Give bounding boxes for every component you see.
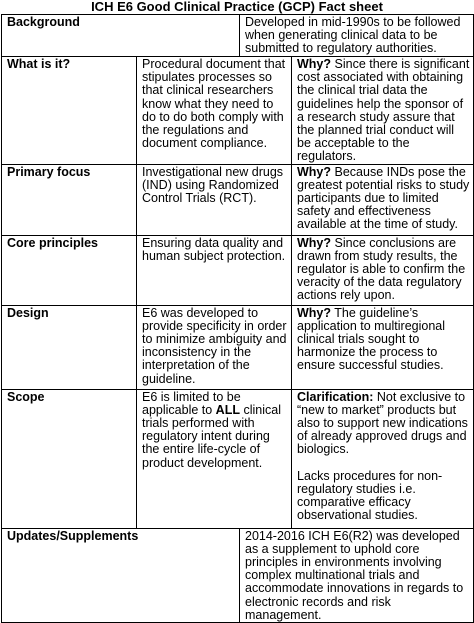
note-lead: Clarification: — [297, 389, 374, 404]
primary-focus-label: Primary focus — [2, 164, 137, 235]
note-lead: Why? — [297, 164, 332, 179]
what-is-it-description: Procedural document that stipulates processes so that clinical researchers know what they need to do to do both comply with the regulations and document compliance. — [137, 57, 292, 165]
core-principles-label: Core principles — [2, 235, 137, 305]
note-lead: Why? — [297, 305, 332, 320]
row-what-is-it — [2, 57, 474, 165]
primary-focus-description: Investigational new drugs (IND) using Randomized Control Trials (RCT). — [137, 164, 292, 235]
note-lead: Why? — [297, 57, 332, 71]
page-title: ICH E6 Good Clinical Practice (GCP) Fact sheet — [91, 0, 383, 14]
primary-focus-note — [292, 164, 474, 235]
design-description: E6 was developed to provide specificity in order to minimize ambiguity and inconsistency in the interpretation of the guideline. — [137, 305, 292, 389]
background-label: Background — [2, 15, 240, 57]
scope-note-para2: Lacks procedures for non-regulatory studies i.e. comparative efficacy observational studies. — [297, 468, 443, 523]
scope-note-para1 — [297, 391, 470, 457]
scope-label: Scope — [2, 389, 137, 528]
updates-label: Updates/Supplements — [2, 528, 240, 622]
scope-desc-emphasis: ALL — [215, 402, 240, 417]
scope-description — [137, 389, 292, 528]
scope-desc-before: E6 is limited to be applicable to — [142, 389, 241, 417]
background-text: Developed in mid-1990s to be followed when generating clinical data to be submitted to regulatory authorities. — [240, 15, 474, 57]
design-note — [292, 305, 474, 389]
note-lead: Why? — [297, 235, 332, 250]
what-is-it-note — [292, 57, 474, 165]
note-text: The guideline’s application to multiregional clinical trials sought to harmonize the process to ensure successful studies. — [297, 305, 446, 373]
row-design — [2, 305, 474, 389]
core-principles-description: Ensuring data quality and human subject protection. — [137, 235, 292, 305]
row-updates — [2, 528, 474, 622]
row-core-principles — [2, 235, 474, 305]
row-scope — [2, 389, 474, 528]
note-text: Since conclusions are drawn from study results, the regulator is able to confirm the veracity of the data regulatory actions rely upon. — [297, 235, 466, 303]
design-label: Design — [2, 305, 137, 389]
core-principles-note — [292, 235, 474, 305]
note-text: Since there is significant cost associated with obtaining the clinical trial data the guidelines help the sponsor of a research study assure that the planned trial conduct will be acceptable to the regulators. — [297, 57, 470, 164]
row-primary-focus — [2, 164, 474, 235]
what-is-it-label: What is it? — [2, 57, 137, 165]
row-background — [2, 15, 474, 57]
note-text: Because INDs pose the greatest potential risks to study participants due to limited safety and effectiveness available at the time of study. — [297, 164, 470, 232]
note-text: Not exclusive to “new to market” products but also to support new indications of already approved drugs and biologics. — [297, 389, 468, 457]
updates-text: 2014-2016 ICH E6(R2) was developed as a supplement to uphold core principles in environments involving complex multinational trials and accommodate innovations in regards to electronic records and risk management. — [240, 528, 474, 622]
scope-note — [292, 389, 474, 528]
fact-sheet-table — [1, 14, 474, 623]
scope-desc-after: clinical trials performed with regulatory intent during the entire life-cycle of product development. — [142, 402, 281, 470]
